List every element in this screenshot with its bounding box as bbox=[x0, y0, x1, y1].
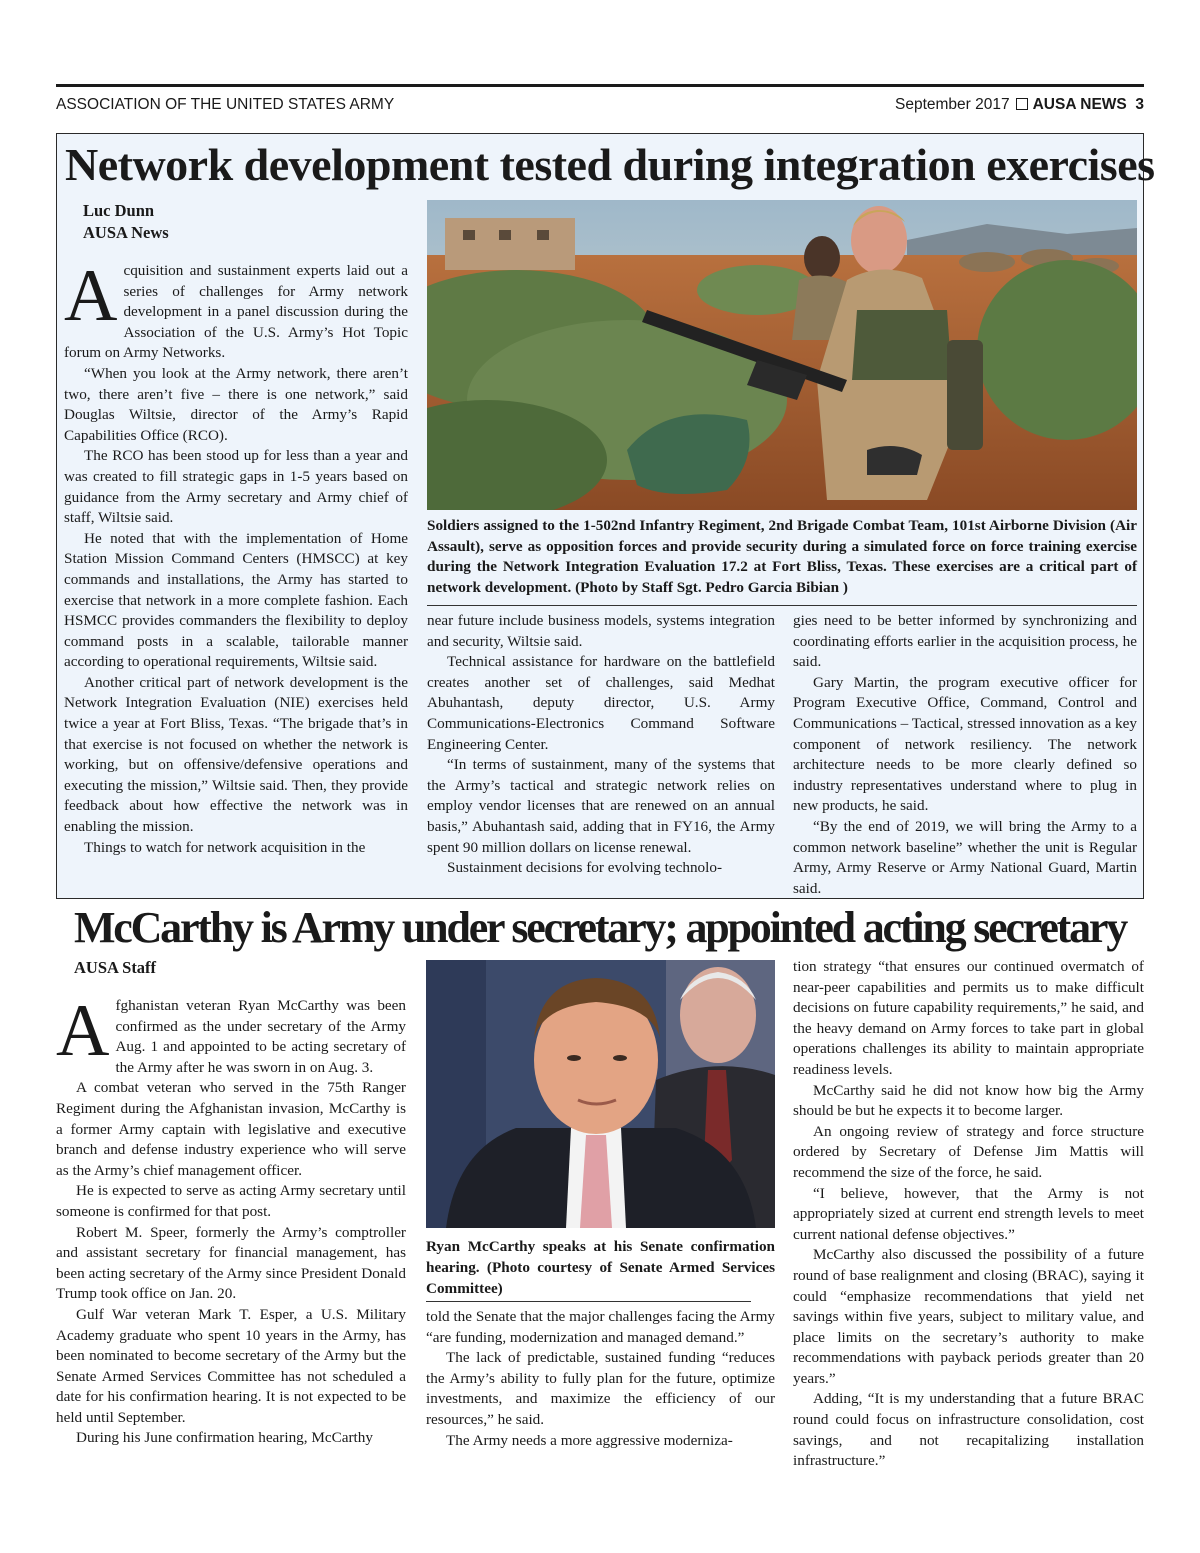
paragraph: Gulf War veteran Mark T. Esper, a U.S. Military Academy graduate who spent 10 years in the Army, has been nominated to become secretary of the Army but the Senate Armed Services Committee has not scheduled a date for his confirmation hearing. It is not expected to be held until September. bbox=[56, 1305, 406, 1426]
paragraph: During his June confirmation hearing, McCarthy bbox=[76, 1429, 373, 1447]
paragraph: An ongoing review of strategy and force structure ordered by Secretary of Defense Jim Mattis will recommend the size of the force, he said. bbox=[793, 1122, 1144, 1181]
paragraph: Technical assistance for hardware on the battlefield creates another set of challenges, said Medhat Abuhantash, deputy director, U.S. Army Communications-Electronics Command Software Engineering Center. bbox=[427, 653, 775, 753]
organization-name: ASSOCIATION OF THE UNITED STATES ARMY bbox=[56, 96, 395, 113]
paragraph: A combat veteran who served in the 75th Ranger Regiment during the Afghanistan invasion, McCarthy is a former Army captain with legislative and executive branch and defense industry experience who will serve as the Army’s chief management officer. bbox=[56, 1079, 406, 1179]
header-rule bbox=[56, 84, 1144, 87]
mccarthy-photo bbox=[426, 960, 775, 1228]
paragraph: near future include business models, systems integration and security, Wiltsie said. bbox=[427, 612, 775, 650]
article1-byline bbox=[83, 200, 169, 244]
article2-column-1 bbox=[56, 990, 406, 1449]
soldiers-photo-caption: Soldiers assigned to the 1-502nd Infantry Regiment, 2nd Brigade Combat Team, 101st Airborne Division (Air Assault), serve as opposition forces and provide security during a simulated force on force training exercise during the Network Integration Evaluation 17.2 at Fort Bliss, Texas. These exercises are a critical part of network development. (Photo by Staff Sgt. Pedro Garcia Bibian ) bbox=[427, 517, 1137, 596]
article1-column-3 bbox=[793, 611, 1137, 899]
article1-author: Luc Dunn bbox=[83, 201, 155, 220]
paragraph: Sustainment decisions for evolving technolo- bbox=[447, 859, 723, 877]
paragraph: The RCO has been stood up for less than a year and was created to fill strategic gaps in 1-5 years based on guidance from the Army secretary and Army chief of staff, Wiltsie said. bbox=[64, 447, 408, 527]
page-number: 3 bbox=[1135, 96, 1144, 113]
article1-headline: Network development tested during integration exercises bbox=[65, 139, 1155, 190]
paragraph: tion strategy “that ensures our continued overmatch of near-peer capabilities and permits us to make difficult decisions on future capability requirements,” he said, and the heavy demand on Army forces to take part in global operations challenges its ability to maintain appropriate readiness levels. bbox=[793, 958, 1144, 1078]
mccarthy-photo-caption: Ryan McCarthy speaks at his Senate confirmation hearing. (Photo courtesy of Senate Armed Services Committee) bbox=[426, 1238, 775, 1297]
paragraph: told the Senate that the major challenges facing the Army “are funding, modernization and managed demand.” bbox=[426, 1308, 775, 1346]
article2-dropcap: A bbox=[56, 990, 110, 1072]
article1-affiliation: AUSA News bbox=[83, 223, 169, 242]
article-network-development bbox=[56, 133, 1155, 899]
paragraph: “By the end of 2019, we will bring the Army to a common network baseline” whether the unit is Regular Army, Army Reserve or Army National Guard, Martin said. bbox=[793, 817, 1137, 897]
paragraph: McCarthy said he did not know how big the Army should be but he expects it to become larger. bbox=[793, 1081, 1144, 1120]
soldiers-photo bbox=[427, 200, 1137, 510]
issue-date: September 2017 bbox=[894, 96, 1010, 113]
paragraph: The Army needs a more aggressive moderniza- bbox=[446, 1431, 733, 1449]
page-header bbox=[56, 96, 1144, 118]
publication-name: AUSA NEWS bbox=[1032, 96, 1127, 113]
paragraph: Robert M. Speer, formerly the Army’s comptroller and assistant secretary for financial management, has been acting secretary of the Army since President Donald Trump took office on Jan. 20. bbox=[56, 1223, 406, 1303]
article1-column-2 bbox=[427, 611, 775, 879]
paragraph: “In terms of sustainment, many of the systems that the Army’s tactical and strategic network relies on employ vendor licenses that are renewed on an annual basis,” Abuhantash said, adding that in FY16, the Army spent 90 million dollars on license renewal. bbox=[427, 756, 775, 856]
soldiers-photo-illustration bbox=[427, 200, 1137, 510]
article2-column-3 bbox=[793, 957, 1144, 1472]
article1-column-1 bbox=[64, 255, 408, 858]
article2-author: AUSA Staff bbox=[74, 958, 157, 977]
paragraph: Things to watch for network acquisition in the bbox=[84, 838, 366, 856]
paragraph: Adding, “It is my understanding that a future BRAC round could focus on infrastructure consolidation, cost savings, and not recapitalizing installation infrastructure.” bbox=[793, 1390, 1144, 1470]
caption-rule bbox=[427, 605, 1137, 606]
paragraph: The lack of predictable, sustained funding “reduces the Army’s ability to fully plan for the future, optimize investments, and maximize the efficiency of our resources,” he said. bbox=[426, 1349, 775, 1428]
article1-lead-paragraph: Acquisition and sustainment experts laid out a series of challenges for Army network development in a panel discussion during the Association of the U.S. Army’s Hot Topic forum on Army Networks. bbox=[64, 255, 408, 362]
paragraph: gies need to be better informed by synchronizing and coordinating efforts earlier in the acquisition process, he said. bbox=[793, 612, 1137, 671]
article2-byline bbox=[74, 957, 156, 979]
paragraph: “When you look at the Army network, there aren’t two, there aren’t five – there is one network,” said Douglas Wiltsie, director of the Army’s Rapid Capabilities Office (RCO). bbox=[64, 364, 408, 444]
paragraph: “I believe, however, that the Army is not appropriately sized at current end strength levels to meet current national defense objectives.” bbox=[793, 1184, 1144, 1243]
article2-column-2 bbox=[426, 1307, 775, 1451]
article2-lead-paragraph: Afghanistan veteran Ryan McCarthy was been confirmed as the under secretary of the Army Aug. 1 and appointed to be acting secretary of the Army after he was sworn in on Aug. 3. bbox=[56, 990, 406, 1076]
mccarthy-photo-illustration bbox=[426, 960, 775, 1228]
paragraph: He is expected to serve as acting Army secretary until someone is confirmed for that post. bbox=[56, 1182, 406, 1220]
article1-dropcap: A bbox=[64, 255, 118, 337]
paragraph: Gary Martin, the program executive officer for Program Executive Office, Command, Control and Communications – Tactical, stressed innovation as a key component of network resiliency. The network architecture needs to be more clearly defined so industry representatives understand where to plug in new products, he said. bbox=[793, 673, 1137, 815]
paragraph: He noted that with the implementation of Home Station Mission Command Centers (HMSCC) at key commands and installations, the Army has started to exercise that network in a more complete fashion. Each HSMCC provides commanders the flexibility to deploy command posts in a scalable, tailorable manner according to operational requirements, Wiltsie said. bbox=[64, 529, 408, 671]
article2-headline: McCarthy is Army under secretary; appointed acting secretary bbox=[73, 903, 1127, 952]
caption-rule bbox=[426, 1301, 751, 1302]
paragraph: McCarthy also discussed the possibility of a future round of base realignment and closing (BRAC), saying it could “emphasize recommendations that yield net savings within five years, subject to military value, and place limits on the secretary’s authority to make recommendations with payback periods greater than 20 years.” bbox=[793, 1246, 1144, 1387]
paragraph: Another critical part of network development is the Network Integration Evaluation (NIE) exercises held twice a year at Fort Bliss, Texas. “The brigade that’s in that exercise is not focused on whether the network is working, but on offensive/defensive operations and executing the mission,” Wiltsie said. Then, they provide feedback about how effective the network was in enabling the mission. bbox=[64, 673, 408, 836]
issue-info bbox=[895, 96, 1144, 114]
checkbox-bullet-icon bbox=[1016, 98, 1028, 110]
